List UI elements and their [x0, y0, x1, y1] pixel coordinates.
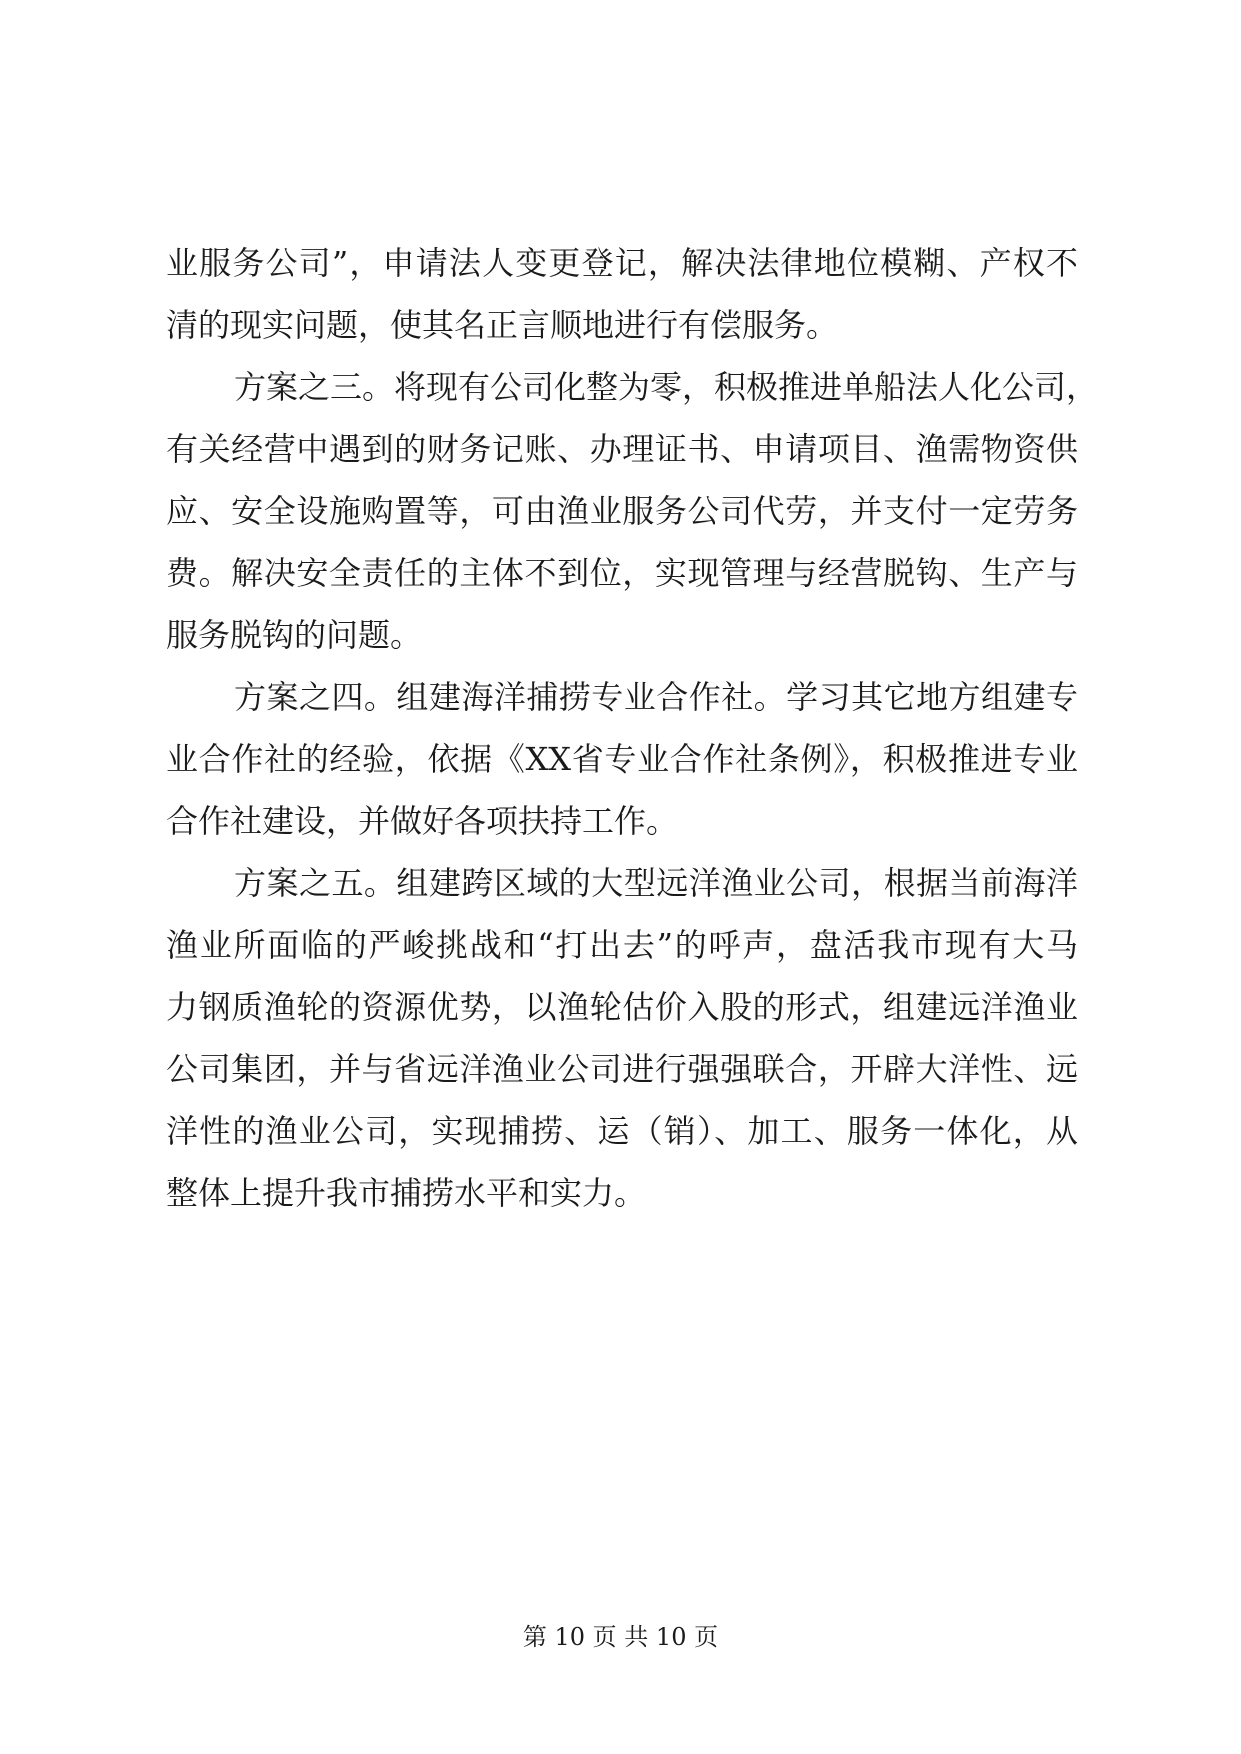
text-line: 业服务公司”，申请法人变更登记，解决法律地位模糊、产权不 — [166, 244, 1078, 282]
text-line: 方案之五。组建跨区域的大型远洋渔业公司，根据当前海洋 — [234, 864, 1078, 902]
page-number-footer: 第 10 页 共 10 页 — [522, 1623, 719, 1651]
text-line: 应、安全设施购置等，可由渔业服务公司代劳，并支付一定劳务 — [166, 492, 1078, 530]
text-line: 业合作社的经验，依据《XX省专业合作社条例》，积极推进专业 — [166, 740, 1078, 778]
paragraph — [166, 356, 1099, 666]
text-line: 整体上提升我市捕捞水平和实力。 — [166, 1174, 647, 1212]
text-line: 方案之四。组建海洋捕捞专业合作社。学习其它地方组建专 — [234, 678, 1078, 716]
text-line: 合作社建设，并做好各项扶持工作。 — [166, 802, 679, 840]
text-line: 服务脱钩的问题。 — [166, 616, 423, 654]
text-line: 有关经营中遇到的财务记账、办理证书、申请项目、渔需物资供 — [166, 430, 1078, 468]
text-line: 费。解决安全责任的主体不到位，实现管理与经营脱钩、生产与 — [166, 554, 1078, 592]
text-line: 洋性的渔业公司，实现捕捞、运（销）、加工、服务一体化，从 — [166, 1112, 1078, 1150]
text-line: 方案之三。将现有公司化整为零，积极推进单船法人化公司， — [234, 368, 1099, 406]
paragraph — [166, 852, 1078, 1224]
text-line: 公司集团，并与省远洋渔业公司进行强强联合，开辟大洋性、远 — [166, 1050, 1078, 1088]
text-line: 清的现实问题，使其名正言顺地进行有偿服务。 — [166, 306, 839, 344]
paragraph — [166, 666, 1078, 852]
text-line: 渔业所面临的严峻挑战和“打出去”的呼声，盘活我市现有大马 — [166, 926, 1078, 964]
text-line: 力钢质渔轮的资源优势，以渔轮估价入股的形式，组建远洋渔业 — [166, 988, 1078, 1026]
paragraph — [166, 232, 1078, 356]
body-text — [166, 232, 1099, 1224]
